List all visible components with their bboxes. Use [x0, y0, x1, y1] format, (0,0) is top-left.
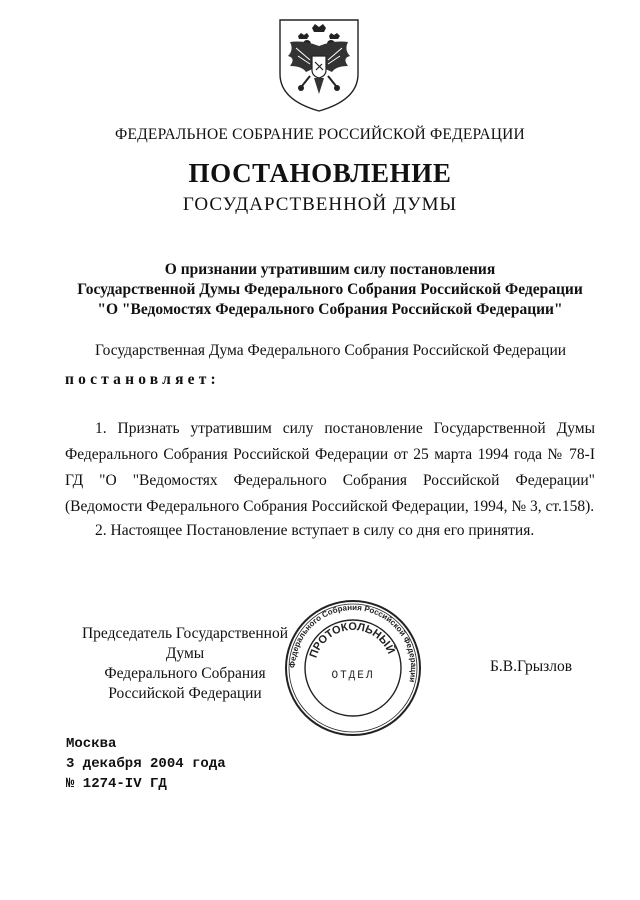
subject-line-2: Государственной Думы Федерального Собрания Российской Федерации — [77, 281, 583, 298]
intro-paragraph: Государственная Дума Федерального Собрания Российской Федерации — [95, 342, 567, 359]
signatory-title — [65, 624, 305, 704]
official-stamp — [283, 598, 423, 738]
stamp-center-text: ОТДЕЛ — [331, 670, 375, 682]
document-type: ПОСТАНОВЛЕНИЕ — [188, 158, 452, 188]
footer-number: № 1274-IV ГД — [66, 776, 167, 792]
signatory-title-line-3: Российской Федерации — [108, 685, 262, 702]
organization-header: ФЕДЕРАЛЬНОЕ СОБРАНИЕ РОССИЙСКОЙ ФЕДЕРАЦИИ — [115, 126, 525, 143]
document-issuer: ГОСУДАРСТВЕННОЙ ДУМЫ — [182, 194, 458, 215]
resolution-item-1: 1. Признать утратившим силу постановление Государственной Думы Федерального Собрания Российской Федерации от 25 марта 1994 года № 78-I ГД "О "Ведомостях Федерального Собрания Российской Федерации" (Ведомости Федерального Собрания Российской Федерации, 1994, № 3, ст.158). — [65, 420, 595, 515]
footer-city: Москва — [66, 736, 117, 752]
signatory-name: Б.В.Грызлов — [490, 658, 573, 675]
stamp-inner-top: ПРОТОКОЛЬНЫЙ — [307, 620, 397, 660]
footer-date: 3 декабря 2004 года — [66, 756, 226, 772]
svg-text:ПРОТОКОЛЬНЫЙ — [308, 621, 398, 660]
document-footer — [66, 734, 226, 794]
resolution-verb: постановляет: — [65, 371, 220, 388]
coat-of-arms-icon — [274, 16, 364, 114]
signatory-title-line-2: Федерального Собрания — [104, 665, 266, 682]
subject-line-1: О признании утратившим силу постановления — [164, 261, 496, 278]
resolution-item-2: 2. Настоящее Постановление вступает в силу со дня его принятия. — [95, 522, 535, 539]
subject-line-3: "О "Ведомостях Федерального Собрания Российской Федерации" — [97, 301, 563, 318]
document-subject — [40, 260, 620, 320]
signatory-title-line-1: Председатель Государственной Думы — [81, 625, 289, 662]
stamp-outer-text: Федерального Собрания Российской Федерации — [287, 602, 419, 684]
